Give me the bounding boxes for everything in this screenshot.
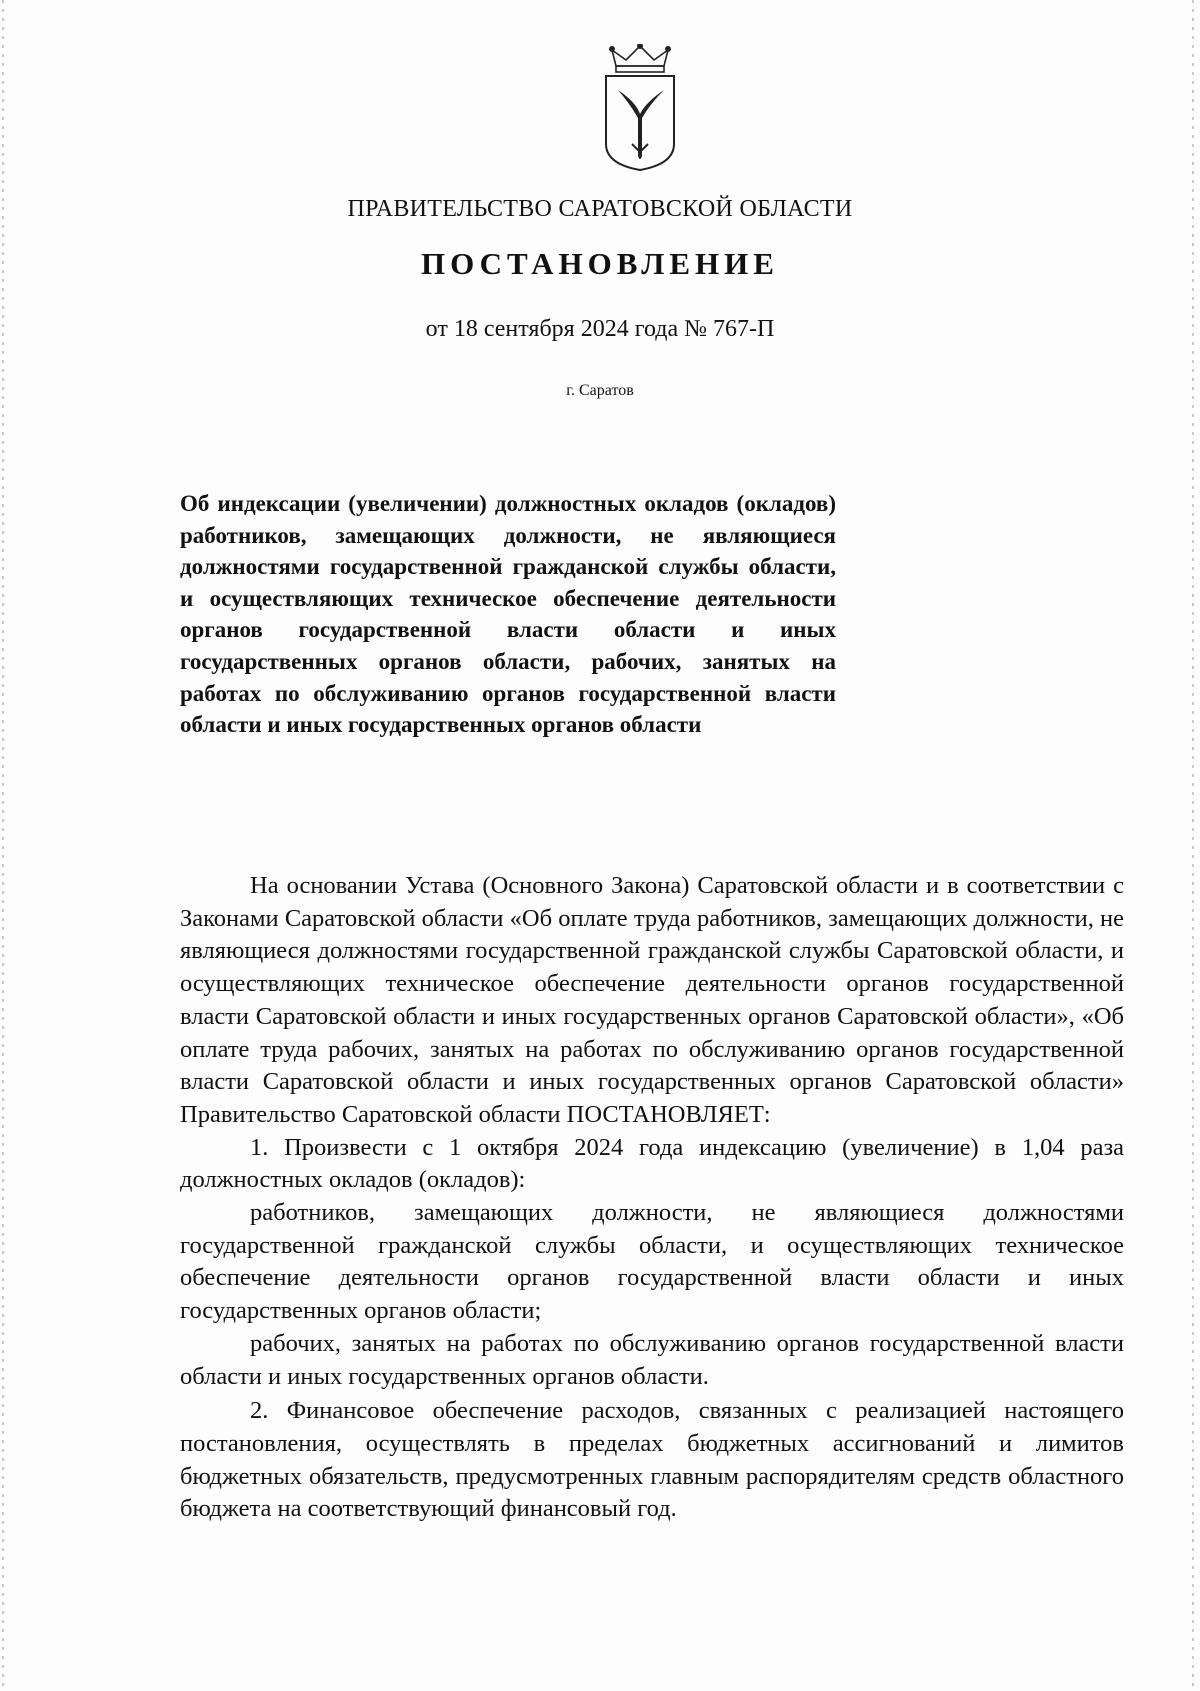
document-body <box>180 870 1124 1526</box>
body-preamble: На основании Устава (Основного Закона) Саратовской области и в соответствии с Законами Саратовской области «Об оплате труда работников, замещающих должности, не являющиеся должностями государственной гражданской службы Саратовской области, и осуществляющих техническое обеспечение деятельности органов государственной власти Саратовской области и иных государственных органов Саратовской области», «Об оплате труда рабочих, занятых на работах по обслуживанию органов государственной власти Саратовской области и иных государственных органов Саратовской области» Правительство Саратовской области ПОСТАНОВЛЯЕТ: <box>180 872 1124 1128</box>
saratov-coat-of-arms-icon <box>598 44 682 172</box>
body-item-1-a: работников, замещающих должности, не являющиеся должностями государственной гражданской службы области, и осуществляющих техническое обеспечение деятельности органов государственной власти области и иных государственных органов области; <box>180 1199 1124 1325</box>
body-item-1: 1. Произвести с 1 октября 2024 года индексацию (увеличение) в 1,04 раза должностных окладов (окладов): <box>180 1133 1124 1194</box>
document-subject: Об индексации (увеличении) должностных окладов (окладов) работников, замещающих должности, не являющиеся должностями государственной гражданской службы области, и осуществляющих техническое обеспечение деятельности органов государственной власти области и иных государственных органов области, рабочих, занятых на работах по обслуживанию органов государственной власти области и иных государственных органов области <box>180 491 836 738</box>
body-item-1-b: рабочих, занятых на работах по обслуживанию органов государственной власти области и иных государственных органов области. <box>180 1329 1124 1390</box>
organization-name: ПРАВИТЕЛЬСТВО САРАТОВСКОЙ ОБЛАСТИ <box>347 196 853 222</box>
document-date-number: от 18 сентября 2024 года № 767-П <box>425 316 775 342</box>
document-type-title: ПОСТАНОВЛЕНИЕ <box>421 246 779 281</box>
body-item-2: 2. Финансовое обеспечение расходов, связанных с реализацией настоящего постановления, осуществлять в пределах бюджетных ассигнований и лимитов бюджетных обязательств, предусмотренных главным распорядителям средств областного бюджета на соответствующий финансовый год. <box>180 1397 1124 1523</box>
document-city: г. Саратов <box>566 382 634 399</box>
